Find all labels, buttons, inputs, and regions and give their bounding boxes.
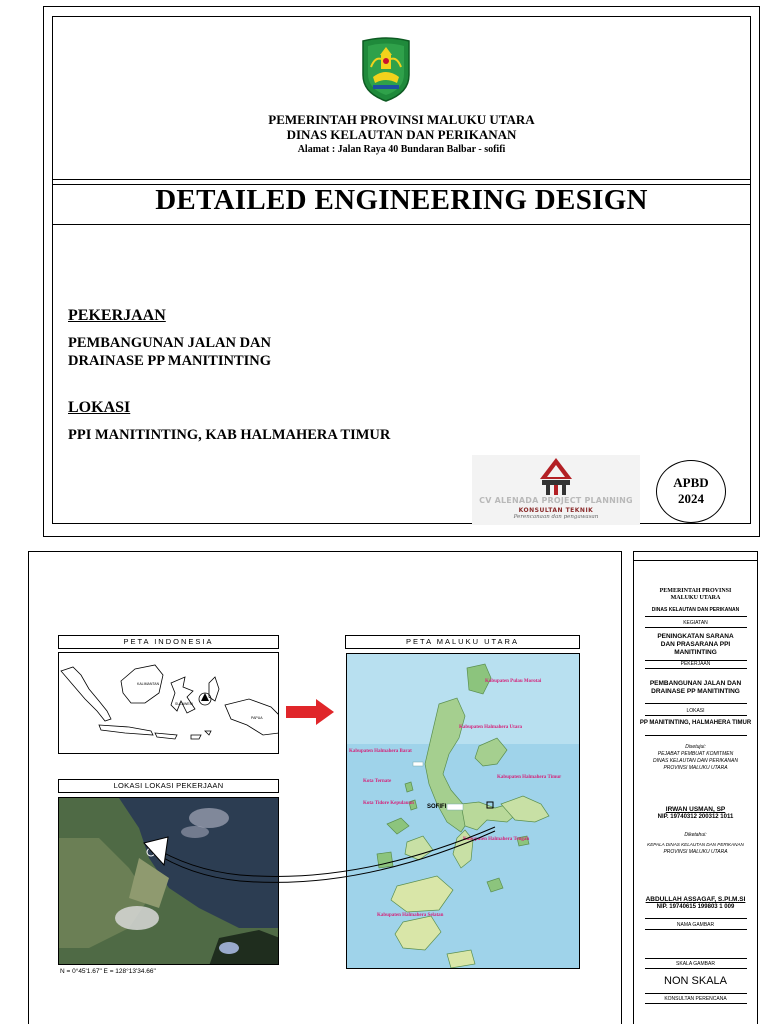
tb-owner-line-3: DINAS KELAUTAN DAN PERIKANAN [651, 607, 740, 613]
tb-kegiatan-label: KEGIATAN [683, 620, 708, 626]
tb-owner-line-1: PEMERINTAH PROVINSI [659, 588, 732, 594]
tb-divider [645, 929, 747, 930]
map-label-sofifi: SOFIFI [427, 804, 447, 810]
tb-signer-2-nip: NIP. 19740615 199803 1 009 [656, 904, 735, 910]
map-label-halbar: Kabupaten Halmahera Barat [349, 749, 412, 754]
tb-signer-1-name: IRWAN USMAN, SP [665, 806, 726, 813]
tb-owner-line-2: MALUKU UTARA [670, 595, 721, 601]
gov-line-2: DINAS KELAUTAN DAN PERIKANAN [286, 127, 517, 142]
tb-lokasi-label: LOKASI [686, 708, 705, 714]
maluku-utara-emblem-icon [359, 37, 413, 103]
gov-address: Alamat : Jalan Raya 40 Bundaran Balbar - sofifi [297, 144, 506, 155]
tb-divider [645, 993, 747, 994]
divider [52, 179, 751, 180]
tb-pekerjaan-line-1: PEMBANGUNAN JALAN DAN [649, 680, 742, 687]
map-label-tidore: Kota Tidore Kepulauan [363, 801, 414, 806]
map-label-halsel: Kabupaten Halmahera Selatan [377, 913, 444, 918]
budget-badge [656, 460, 726, 523]
map-label-kalimantan: KALIMANTAN [137, 682, 160, 686]
tb-kegiatan-line-1: PENINGKATAN SARANA [657, 633, 734, 640]
tb-divider [645, 627, 747, 628]
tb-disetujui-line-1: PEJABAT PEMBUAT KOMITMEN [657, 751, 734, 757]
tb-disetujui-label: Disetujui: [685, 744, 706, 750]
tb-divider [645, 616, 747, 617]
tb-divider [645, 1003, 747, 1004]
pekerjaan-line-2: DRAINASE PP MANITINTING [68, 353, 272, 369]
pekerjaan-heading: PEKERJAAN [68, 307, 166, 324]
tb-konsultan-label: KONSULTAN PERENCANA [664, 996, 727, 1002]
tb-skala-value: NON SKALA [664, 975, 727, 987]
indonesia-map-outline-icon [59, 653, 279, 754]
tb-pekerjaan-line-2: DRAINASE PP MANITINTING [651, 688, 740, 695]
tb-divider [645, 735, 747, 736]
lokasi-heading: LOKASI [68, 399, 131, 416]
connector-arrow-icon [140, 825, 500, 895]
map-label-haltim: Kabupaten Halmahera Timur [497, 775, 562, 780]
map-label-morotai: Kabupaten Pulau Morotai [485, 679, 542, 684]
tb-signer-2-name: ABDULLAH ASSAGAF, S.PI.M.SI [645, 896, 746, 903]
map-label-halteng: Kabupaten Halmahera Tengah [463, 837, 530, 842]
map-label-halut: Kabupaten Halmahera Utara [459, 725, 523, 730]
tb-divider [645, 918, 747, 919]
consultant-name: CV ALENADA PROJECT PLANNING [479, 496, 633, 505]
title-block-inner [634, 560, 757, 1024]
consultant-tagline: Perencanaan dan pengawasan [513, 514, 599, 520]
budget-label: APBD [673, 475, 709, 490]
tb-disetujui-line-3: PROVINSI MALUKU UTARA [663, 765, 728, 771]
panel-title-maluku: PETA MALUKU UTARA [345, 635, 580, 649]
maluku-utara-map [346, 653, 580, 969]
tb-divider [645, 968, 747, 969]
tb-divider [645, 715, 747, 716]
document-title: DETAILED ENGINEERING DESIGN [155, 184, 648, 216]
coordinates: N = 0°45'1.67" E = 128°13'34.66" [60, 968, 156, 975]
lokasi-value: PPI MANITINTING, KAB HALMAHERA TIMUR [68, 427, 391, 443]
map-label-papua: PAPUA [251, 716, 263, 720]
tb-nama-gambar-label: NAMA GAMBAR [676, 922, 715, 928]
budget-year: 2024 [678, 491, 704, 506]
tb-diketahui-line-2: PROVINSI MALUKU UTARA [663, 849, 728, 855]
panel-title-lokasi: LOKASI LOKASI PEKERJAAN [58, 779, 279, 793]
tb-divider [645, 668, 747, 669]
tb-kegiatan-line-2: DAN PRASARANA PPI [660, 641, 731, 648]
maluku-utara-map-graphic-icon [347, 654, 580, 969]
tb-divider [645, 703, 747, 704]
consultant-subtitle: KONSULTAN TEKNIK [518, 507, 594, 514]
map-label-sulawesi: SULAWESI [175, 702, 193, 706]
tb-skala-label: SKALA GAMBAR [676, 961, 715, 967]
gov-line-1: PEMERINTAH PROVINSI MALUKU UTARA [268, 112, 535, 127]
tb-diketahui-line-1: KEPALA DINAS KELAUTAN DAN PERIKANAN [647, 842, 744, 847]
tb-divider [645, 958, 747, 959]
pekerjaan-line-1: PEMBANGUNAN JALAN DAN [68, 335, 271, 351]
panel-title-indonesia: PETA INDONESIA [58, 635, 279, 649]
red-arrow-icon [286, 699, 334, 725]
map-label-ternate: Kota Ternate [363, 779, 392, 784]
tb-lokasi-value: PP MANITINTING, HALMAHERA TIMUR [639, 720, 752, 726]
tb-diketahui-label: Diketahui: [684, 832, 707, 838]
tb-signer-1-nip: NIP. 19740312 200312 1011 [657, 814, 734, 820]
tb-disetujui-line-2: DINAS KELAUTAN DAN PERIKANAN [653, 758, 738, 764]
indonesia-map [58, 652, 279, 754]
tb-kegiatan-line-3: MANITINTING [674, 649, 717, 656]
tb-pekerjaan-label: PEKERJAAN [680, 661, 711, 667]
divider [52, 224, 751, 225]
